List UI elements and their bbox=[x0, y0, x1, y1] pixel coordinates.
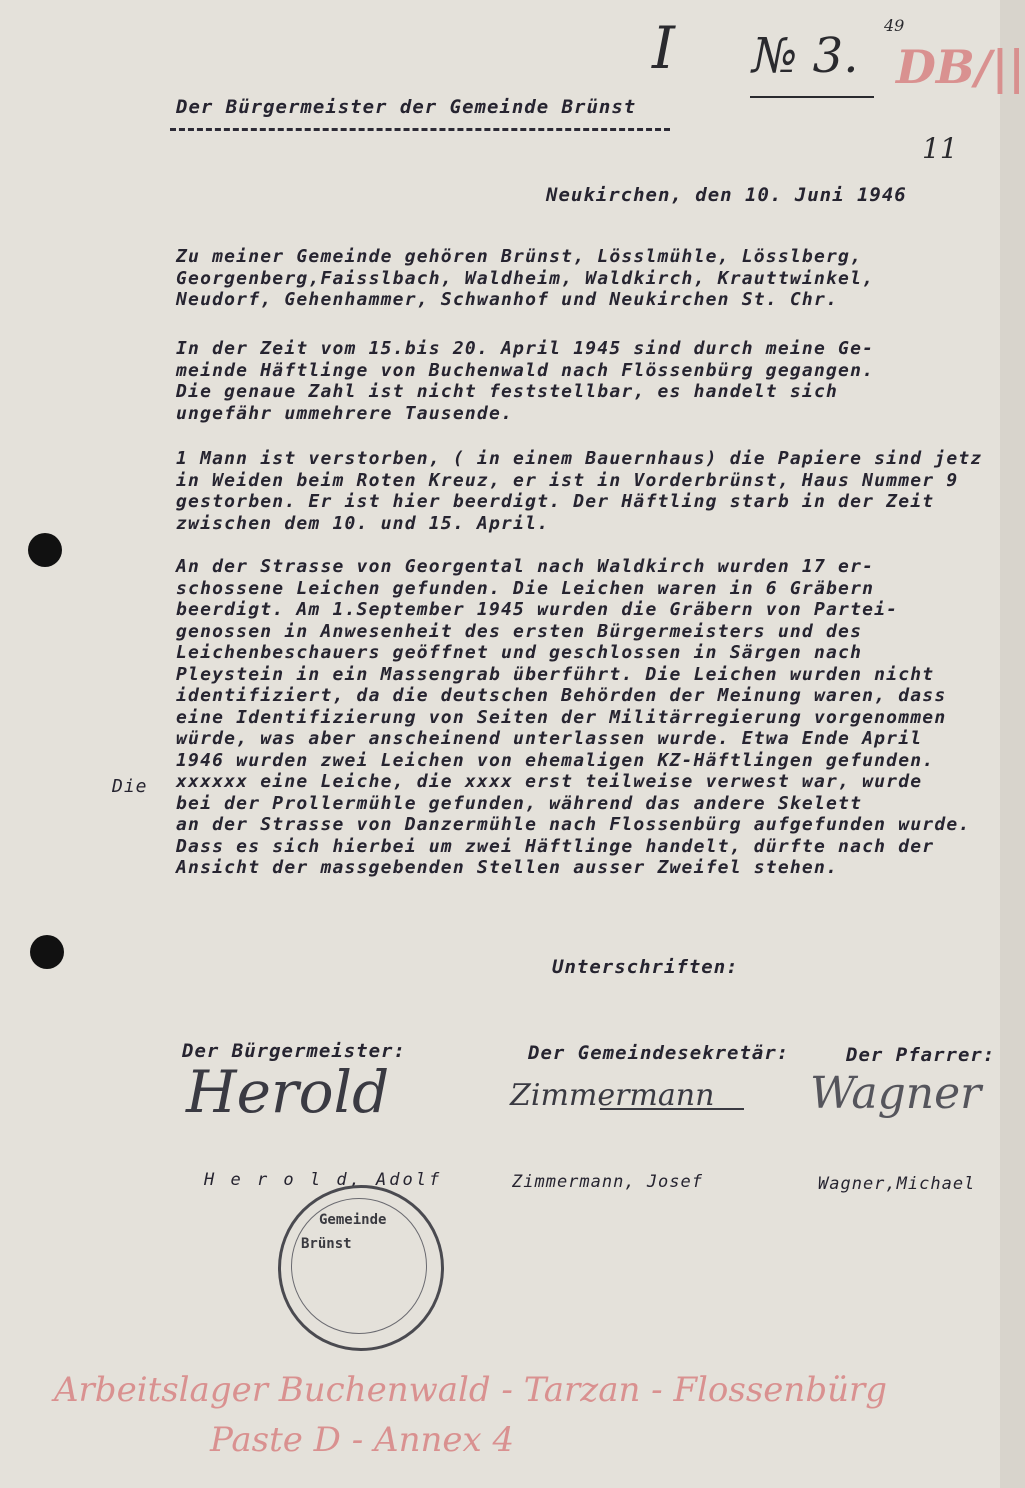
punch-hole-top bbox=[28, 533, 62, 567]
paragraph-1 bbox=[176, 246, 996, 311]
text-line: schossene Leichen gefunden. Die Leichen waren in 6 Gräbern bbox=[176, 577, 875, 599]
text-line: Pleystein in ein Massengrab überführt. Die Leichen wurden nicht bbox=[176, 663, 935, 685]
text-line: In der Zeit vom 15.bis 20. April 1945 sind durch meine Ge- bbox=[176, 338, 875, 359]
signature-secretary-flourish bbox=[600, 1108, 744, 1110]
official-stamp bbox=[278, 1185, 444, 1351]
paragraph-3 bbox=[176, 448, 996, 534]
paragraph-2 bbox=[176, 338, 996, 424]
annotation-small-top: 49 bbox=[884, 16, 905, 35]
text-line: Neudorf, Gehenhammer, Schwanhof und Neukirchen St. Chr. bbox=[176, 289, 839, 310]
text-line: bei der Prollermühle gefunden, während das andere Skelett bbox=[176, 792, 863, 814]
role-pastor: Der Pfarrer: bbox=[846, 1044, 996, 1066]
margin-insertion: Die bbox=[112, 776, 148, 797]
red-note-line2: Paste D - Annex 4 bbox=[210, 1420, 515, 1460]
text-line: gestorben. Er ist hier beerdigt. Der Häftling starb in der Zeit bbox=[176, 491, 935, 512]
text-line: Leichenbeschauers geöffnet und geschlossen in Särgen nach bbox=[176, 642, 863, 663]
text-line: Dass es sich hierbei um zwei Häftlinge handelt, dürfte nach der bbox=[176, 835, 935, 857]
name-mayor: H e r o l d, Adolf bbox=[204, 1170, 443, 1190]
text-line: Zu meiner Gemeinde gehören Brünst, Lösslmühle, Lösslberg, bbox=[176, 246, 863, 267]
text-line: Die genaue Zahl ist nicht feststellbar, es handelt sich bbox=[176, 381, 839, 402]
annotation-roman: I bbox=[652, 14, 675, 82]
annotation-red-code: DB/|| bbox=[896, 40, 1025, 94]
role-secretary: Der Gemeindesekretär: bbox=[528, 1042, 790, 1064]
text-line: genossen in Anwesenheit des ersten Bürgermeisters und des bbox=[176, 620, 863, 642]
text-line: in Weiden beim Roten Kreuz, er ist in Vorderbrünst, Haus Nummer 9 bbox=[176, 469, 959, 491]
text-line: beerdigt. Am 1.September 1945 wurden die Gräbern von Partei- bbox=[176, 599, 899, 620]
text-line: Ansicht der massgebenden Stellen ausser Zweifel stehen. bbox=[176, 857, 839, 878]
text-line: xxxxxx eine Leiche, die xxxx erst teilweise verwest war, wurde bbox=[176, 771, 923, 792]
text-line: ungefähr ummehrere Tausende. bbox=[176, 402, 514, 424]
stamp-text-line2: Brünst bbox=[301, 1236, 352, 1252]
role-mayor: Der Bürgermeister: bbox=[182, 1040, 406, 1062]
text-line: An der Strasse von Georgental nach Waldkirch wurden 17 er- bbox=[176, 556, 875, 577]
text-line: an der Strasse von Danzermühle nach Flossenbürg aufgefunden wurde. bbox=[176, 814, 971, 835]
signature-pastor: Wagner bbox=[810, 1068, 982, 1119]
text-line: würde, was aber anscheinend unterlassen wurde. Etwa Ende April bbox=[176, 728, 923, 749]
signatures-heading: Unterschriften: bbox=[552, 956, 739, 978]
name-secretary: Zimmermann, Josef bbox=[512, 1172, 703, 1192]
annotation-number: № 3. bbox=[752, 28, 859, 84]
text-line: identifiziert, da die deutschen Behörden der Meinung waren, dass bbox=[176, 685, 947, 706]
letterhead-underline bbox=[170, 128, 670, 131]
text-line: eine Identifizierung von Seiten der Militärregierung vorgenommen bbox=[176, 706, 947, 728]
text-line: 1946 wurden zwei Leichen von ehemaligen KZ-Häftlingen gefunden. bbox=[176, 749, 935, 771]
name-pastor: Wagner,Michael bbox=[818, 1174, 976, 1194]
place-date: Neukirchen, den 10. Juni 1946 bbox=[546, 184, 907, 206]
paragraph-4 bbox=[176, 556, 996, 879]
signature-mayor: Herold bbox=[186, 1058, 390, 1126]
signature-secretary: Zimmermann bbox=[510, 1078, 715, 1113]
text-line: zwischen dem 10. und 15. April. bbox=[176, 512, 550, 534]
text-line: 1 Mann ist verstorben, ( in einem Bauernhaus) die Papiere sind jetz bbox=[176, 448, 983, 469]
letterhead-title: Der Bürgermeister der Gemeinde Brünst bbox=[176, 96, 637, 118]
annotation-underline bbox=[750, 96, 874, 98]
stamp-text-line1: Gemeinde bbox=[319, 1212, 387, 1228]
punch-hole-bottom bbox=[30, 935, 64, 969]
red-note-line1: Arbeitslager Buchenwald - Tarzan - Flossenbürg bbox=[54, 1370, 887, 1410]
annotation-side-mark: 11 bbox=[922, 132, 958, 165]
text-line: Georgenberg,Faisslbach, Waldheim, Waldkirch, Krauttwinkel, bbox=[176, 267, 875, 289]
text-line: meinde Häftlinge von Buchenwald nach Flössenbürg gegangen. bbox=[176, 359, 875, 381]
